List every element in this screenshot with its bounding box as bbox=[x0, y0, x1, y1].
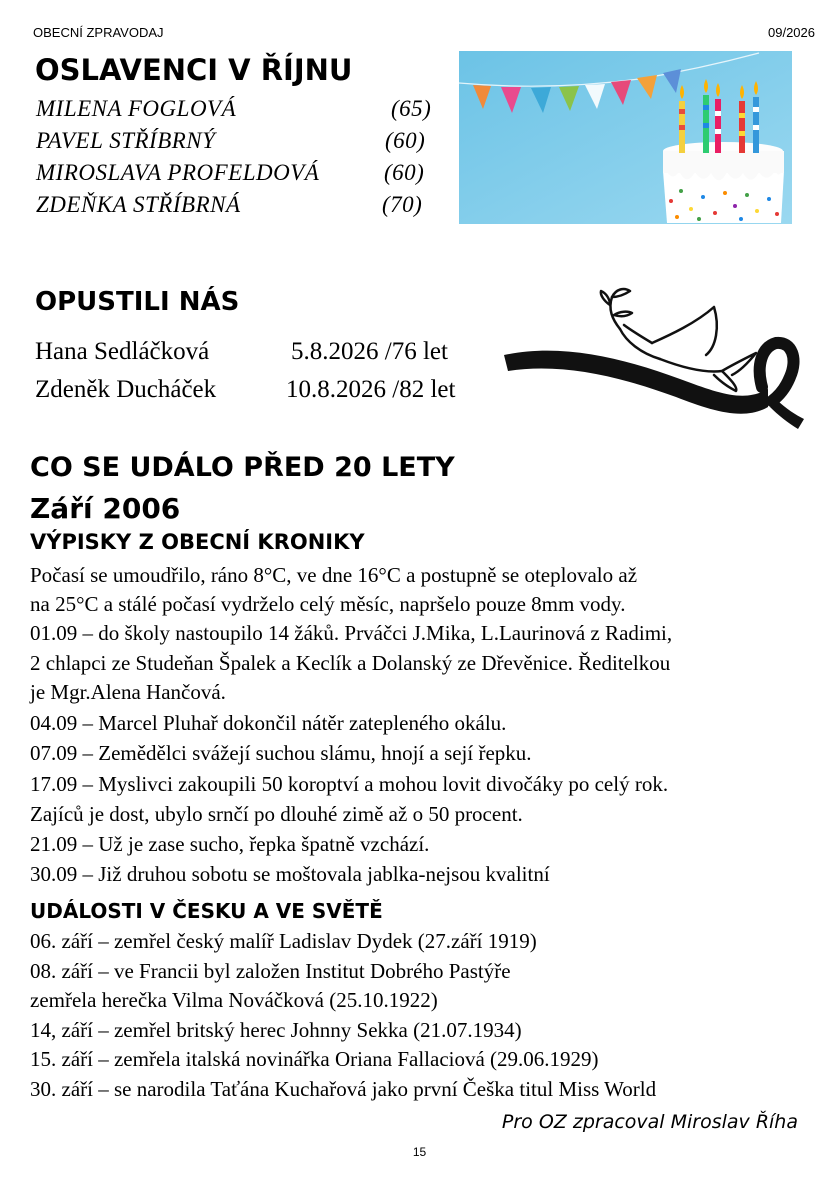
birthday-age: (60) bbox=[385, 128, 426, 153]
birthday-name: MIROSLAVA PROFELDOVÁ bbox=[36, 160, 320, 185]
chronicle-heading: VÝPISKY Z OBECNÍ KRONIKY bbox=[30, 530, 365, 554]
chronicle-line: 01.09 – do školy nastoupilo 14 žáků. Prváčci J.Mika, L.Laurinová z Radimi, bbox=[30, 621, 673, 645]
deceased-info: 5.8.2026 /76 let bbox=[291, 338, 448, 365]
events-heading: UDÁLOSTI V ČESKU A VE SVĚTĚ bbox=[30, 899, 383, 923]
event-line: 06. září – zemřel český malíř Ladislav Dydek (27.září 1919) bbox=[30, 929, 537, 953]
chronicle-line: 21.09 – Už je zase sucho, řepka špatně vzchází. bbox=[30, 832, 430, 856]
event-line: 08. září – ve Francii byl založen Institut Dobrého Pastýře bbox=[30, 959, 511, 983]
birthday-name: MILENA FOGLOVÁ bbox=[36, 96, 237, 121]
deceased-info: 10.8.2026 /82 let bbox=[286, 376, 456, 403]
chronicle-line: 07.09 – Zemědělci svážejí suchou slámu, hnojí a sejí řepku. bbox=[30, 741, 532, 765]
birthday-name: ZDEŇKA STŘÍBRNÁ bbox=[36, 192, 241, 217]
chronicle-line: Počasí se umoudřilo, ráno 8°C, ve dne 16°C a postupně se oteplovalo až bbox=[30, 563, 638, 587]
deceased-name: Hana Sedláčková bbox=[35, 338, 210, 365]
birthday-cake-photo bbox=[459, 51, 792, 224]
birthdays-title: OSLAVENCI V ŘÍJNU bbox=[35, 53, 353, 87]
chronicle-line: 30.09 – Již druhou sobotu se moštovala jablka-nejsou kvalitní bbox=[30, 862, 550, 886]
birthday-age: (65) bbox=[391, 96, 432, 121]
event-line: 15. září – zemřela italská novinářka Oriana Fallaciová (29.06.1929) bbox=[30, 1047, 599, 1071]
history-title: CO SE UDÁLO PŘED 20 LETY bbox=[30, 452, 455, 483]
chronicle-line: Zajíců je dost, ubylo srnčí po dlouhé zimě až o 50 procent. bbox=[30, 802, 523, 826]
chronicle-line: na 25°C a stálé počasí vydrželo celý měsíc, napršelo pouze 8mm vody. bbox=[30, 592, 626, 616]
chronicle-line: 04.09 – Marcel Pluhař dokončil nátěr zatepleného okálu. bbox=[30, 711, 507, 735]
event-line: 14, září – zemřel britský herec Johnny Sekka (21.07.1934) bbox=[30, 1018, 522, 1042]
chronicle-line: 17.09 – Myslivci zakoupili 50 koroptví a mohou lovit divočáky po celý rok. bbox=[30, 772, 669, 796]
deaths-title: OPUSTILI NÁS bbox=[35, 287, 240, 317]
dove-ribbon-icon bbox=[500, 283, 810, 433]
chronicle-line: je Mgr.Alena Hančová. bbox=[30, 680, 226, 704]
event-line: zemřela herečka Vilma Nováčková (25.10.1922) bbox=[30, 988, 438, 1012]
birthday-age: (70) bbox=[382, 192, 423, 217]
history-subtitle: Září 2006 bbox=[30, 492, 181, 525]
event-line: 30. září – se narodila Taťána Kuchařová jako první Češka titul Miss World bbox=[30, 1077, 657, 1101]
chronicle-line: 2 chlapci ze Studeňan Špalek a Keclík a Dolanský ze Dřevěnice. Ředitelkou bbox=[30, 651, 671, 675]
birthday-age: (60) bbox=[384, 160, 425, 185]
newsletter-name: OBECNÍ ZPRAVODAJ bbox=[33, 25, 164, 40]
issue-number: 09/2026 bbox=[768, 25, 815, 40]
birthday-name: PAVEL STŘÍBRNÝ bbox=[36, 128, 216, 153]
page-number: 15 bbox=[412, 1145, 427, 1159]
deceased-name: Zdeněk Ducháček bbox=[35, 376, 217, 403]
signature: Pro OZ zpracoval Miroslav Říha bbox=[501, 1111, 798, 1133]
